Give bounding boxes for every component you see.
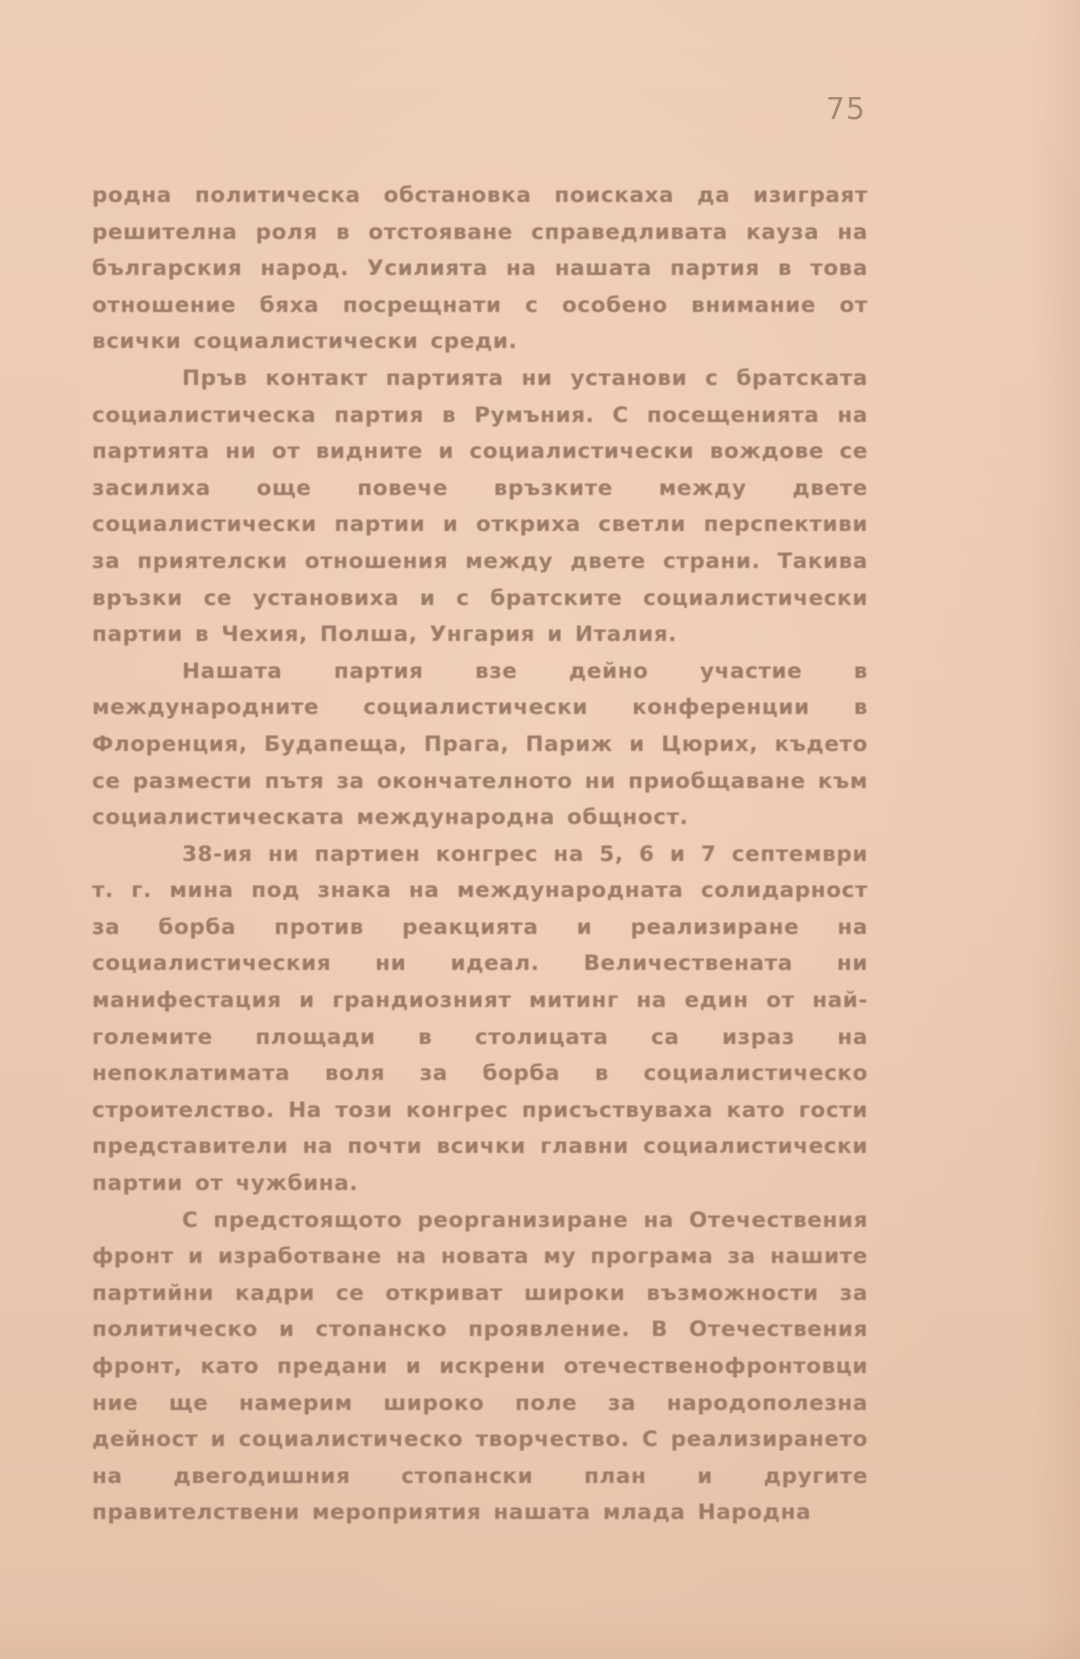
paragraph: С предстоящото реорганизиране на Отечествения фронт и изработване на новата му програма за нашите партийни кадри се откриват широки възможности за политическо и стопанско проявление. В Отечествения фронт, като предани и искрени отечественофронтовци ние ще намерим широко поле за народополезна дейност и социалистическо творчество. С реализирането на двегодишния стопански план и другите правителствени мероприятия нашата млада Народна	[92, 1207, 868, 1526]
body-text	[92, 178, 868, 1532]
page-number: 75	[825, 92, 866, 127]
paragraph-continuation: родна политическа обстановка поискаха да изиграят решителна роля в отстояване справедливата кауза на българския народ. Усилията на нашата партия в това отношение бяха посрещнати с особено внимание от всички социалистически среди.	[92, 183, 868, 355]
paragraph: Пръв контакт партията ни установи с братската социалистическа партия в Румъния. С посещенията на партията ни от видните и социалистически вождове се засилиха още повече връзките между двете социалистически партии и откриха светли перспективи за приятелски отношения между двете страни. Такива връзки се установиха и с братските социалистически партии в Чехия, Полша, Унгария и Италия.	[92, 365, 868, 648]
page-edge-shadow-right	[1032, 0, 1080, 1659]
paragraph: 38-ия ни партиен конгрес на 5, 6 и 7 септември т. г. мина под знака на международната солидарност за борба против реакцията и реализиране на социалистическия ни идеал. Величествената ни манифестация и грандиозният митинг на един от най-големите площади в столицата са израз на непоклатимата воля за борба в социалистическо строителство. На този конгрес присъствуваха като гости представители на почти всички главни социалистически партии от чужбина.	[92, 841, 868, 1197]
page-edge-shadow-bottom	[0, 1619, 1080, 1659]
paragraph: Нашата партия взе дейно участие в международните социалистически конференции в Флоренция, Будапеща, Прага, Париж и Цюрих, където се размести пътя за окончателното ни приобщаване към социалистическата международна общност.	[92, 658, 868, 831]
